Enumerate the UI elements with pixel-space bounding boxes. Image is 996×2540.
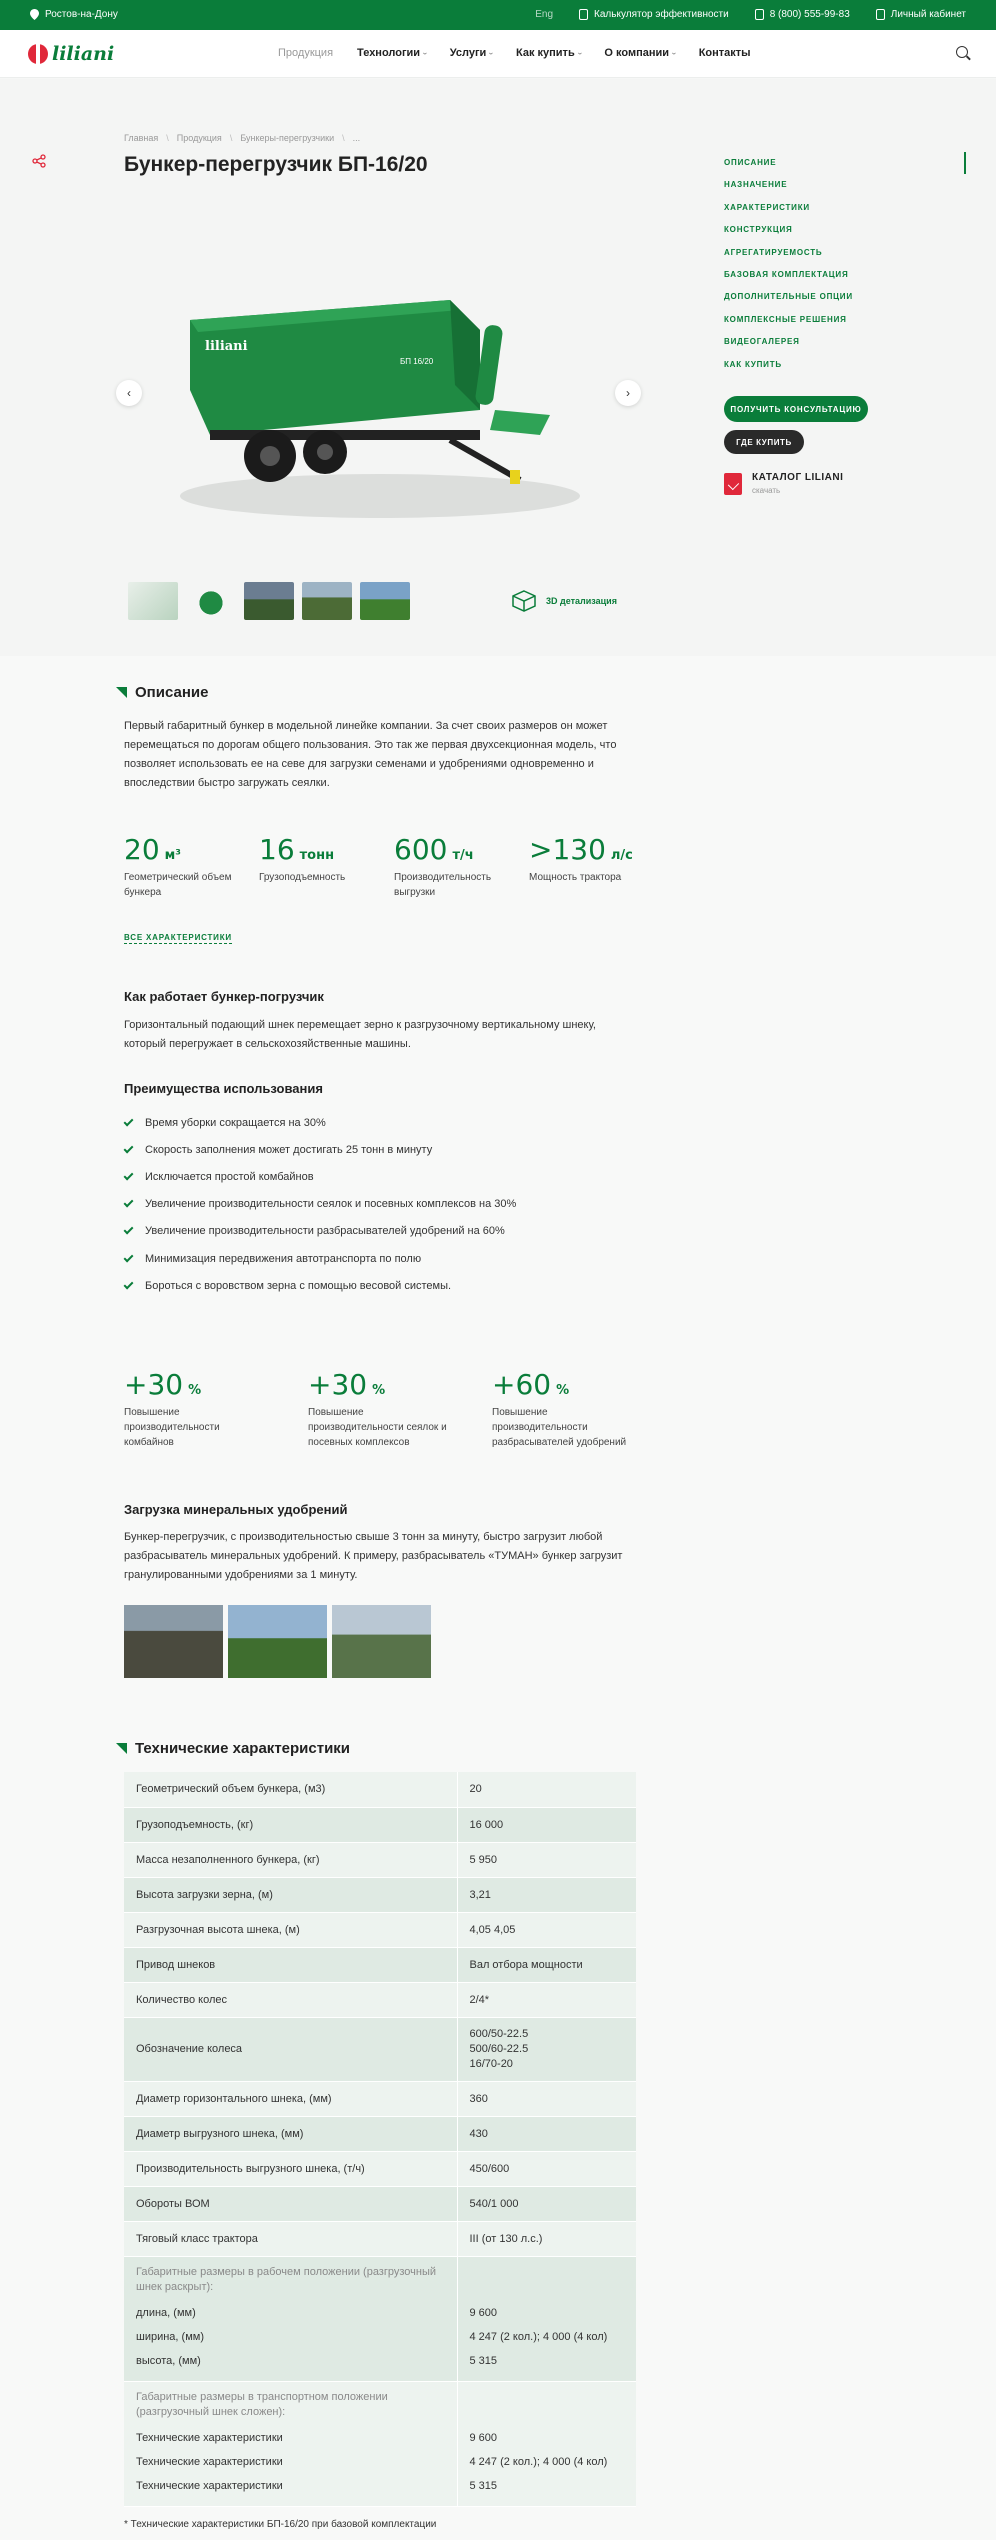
catalog-subtitle[interactable]: скачать [752, 486, 781, 495]
product-image [150, 260, 600, 530]
spec-key: Грузоподъемность, (кг) [124, 1807, 457, 1842]
spec-group-note: Габаритные размеры в рабочем положении (разгрузочный шнек раскрыт): [136, 2265, 437, 2293]
spec-value: 430 [457, 2116, 636, 2151]
anchor-compatibility[interactable]: АГРЕГАТИРУЕМОСТЬ [724, 247, 823, 257]
city-selector[interactable] [30, 9, 118, 20]
thumbnail[interactable] [360, 582, 410, 620]
anchor-base-kit[interactable]: БАЗОВАЯ КОМПЛЕКТАЦИЯ [724, 269, 849, 279]
spec-value: 5 950 [457, 1842, 636, 1877]
spec-key: Тяговый класс трактора [124, 2221, 457, 2256]
fertilizer-heading: Загрузка минеральных удобрений [124, 1502, 348, 1517]
thumbnail-strip [128, 582, 410, 620]
list-item [124, 1245, 516, 1272]
spec-key: Высота загрузки зерна, (м) [124, 1877, 457, 1912]
list-item-text: Исключается простой комбайнов [145, 1170, 314, 1183]
fertilizer-gallery [124, 1605, 431, 1678]
table-row [124, 2081, 636, 2116]
anchor-video[interactable]: ВИДЕОГАЛЕРЕЯ [724, 337, 800, 347]
breadcrumb-category[interactable]: Бункеры-перегрузчики [240, 133, 335, 143]
stat-label: Грузоподъемность [259, 872, 346, 883]
list-item-text: Скорость заполнения может достигать 25 тонн в минуту [145, 1143, 433, 1156]
spec-key: Диаметр горизонтального шнека, (мм) [124, 2081, 457, 2116]
header [0, 30, 996, 78]
language-switch[interactable]: Eng [535, 9, 554, 20]
cabinet-link[interactable] [876, 9, 966, 20]
product-logo-text: liliani [205, 339, 248, 354]
spec-value: 9 600 [469, 2306, 498, 2319]
spec-key: Технические характеристики [136, 2479, 283, 2492]
stat-unit: м³ [164, 848, 181, 863]
login-icon [876, 9, 885, 20]
breadcrumb-separator: \ [229, 133, 233, 143]
stat-capacity [259, 833, 379, 885]
gallery-photo[interactable] [124, 1605, 223, 1678]
table-row [124, 2116, 636, 2151]
table-row [124, 1807, 636, 1842]
table-row [124, 1772, 636, 1807]
percent-value: +60 [492, 1368, 552, 1401]
percent-value: +30 [308, 1368, 368, 1401]
stat-value: 16 [259, 833, 295, 866]
share-icon[interactable] [32, 154, 46, 168]
spec-key: Геометрический объем бункера, (м3) [124, 1772, 457, 1807]
anchor-purpose[interactable]: НАЗНАЧЕНИЕ [724, 180, 788, 190]
specs-heading [116, 1740, 350, 1757]
3d-cube-icon [512, 590, 536, 612]
spec-value: 450/600 [457, 2151, 636, 2186]
stat-value: 600 [394, 833, 448, 866]
location-pin-icon [30, 9, 39, 20]
specs-table [124, 1772, 636, 2507]
logo[interactable] [28, 43, 114, 65]
stat-unit: т/ч [452, 848, 474, 863]
spec-value: 540/1 000 [457, 2186, 636, 2221]
stat-tractor-power [529, 833, 649, 885]
gallery-photo[interactable] [332, 1605, 431, 1678]
spec-value: 600/50-22.5 500/60-22.5 16/70-20 [457, 2017, 636, 2081]
list-item [124, 1272, 516, 1299]
nav-item-contacts[interactable]: Контакты [698, 47, 751, 59]
nav-item-about[interactable]: О компании ‹ [604, 47, 674, 59]
topbar [0, 0, 996, 30]
gallery-photo[interactable] [228, 1605, 327, 1678]
list-item [124, 1163, 516, 1190]
catalog-download[interactable] [724, 472, 843, 495]
how-works-text: Горизонтальный подающий шнек перемещает зерно к разгрузочному вертикальному шнеку, который перегружает в сельскохозяйственные машины. [124, 1019, 596, 1050]
anchor-construction[interactable]: КОНСТРУКЦИЯ [724, 225, 793, 235]
phone-label[interactable]: 8 (800) 555-99-83 [769, 9, 850, 20]
section-marker-icon [116, 1743, 127, 1754]
thumbnail[interactable] [244, 582, 294, 620]
spec-value: 5 315 [469, 2479, 498, 2492]
check-icon [124, 1116, 134, 1126]
nav-item-services[interactable]: Услуги ‹ [450, 47, 492, 59]
main-nav [278, 47, 751, 59]
breadcrumb-separator: \ [342, 133, 345, 143]
anchor-solutions[interactable]: КОМПЛЕКСНЫЕ РЕШЕНИЯ [724, 314, 847, 324]
advantages-heading: Преимущества использования [124, 1081, 323, 1096]
check-icon [124, 1171, 134, 1181]
stat-label: Производительность выгрузки [394, 872, 492, 898]
how-works-heading: Как работает бункер-погрузчик [124, 989, 324, 1004]
table-row [124, 2221, 636, 2256]
table-row [124, 1842, 636, 1877]
percent-combines [124, 1368, 234, 1450]
get-consultation-button[interactable]: ПОЛУЧИТЬ КОНСУЛЬТАЦИЮ [724, 396, 868, 422]
stat-label: Геометрический объем бункера [124, 872, 232, 898]
list-item-text: Увеличение производительности сеялок и посевных комплексов на 30% [145, 1198, 517, 1211]
stat-unload-speed [394, 833, 514, 900]
percent-spreaders [492, 1368, 642, 1450]
list-item-text: Увеличение производительности разбрасывателей удобрений на 60% [145, 1225, 505, 1238]
logo-text: liliani [52, 43, 115, 65]
list-item-text: Бороться с воровством зерна с помощью весовой системы. [145, 1279, 452, 1292]
fertilizer-text: Бункер-перегрузчик, с производительностью свыше 3 тонн за минуту, быстро загрузит любой разбрасыватель минеральных удобрений. К примеру, разбрасыватель «ТУМАН» бункер загрузит гранулированными удобрениями за 1 минуту. [124, 1531, 623, 1581]
stat-value: 20 [124, 833, 160, 866]
spec-key: Технические характеристики [136, 2431, 283, 2444]
percent-label: Повышение производительности комбайнов [124, 1407, 220, 1448]
spec-key: Разгрузочная высота шнека, (м) [124, 1912, 457, 1947]
stat-label: Мощность трактора [529, 872, 622, 883]
nav-item-products[interactable]: Продукция [278, 47, 334, 59]
spec-key: Количество колес [124, 1982, 457, 2017]
table-row [124, 1877, 636, 1912]
search-icon[interactable] [956, 46, 968, 58]
anchor-how-to-buy[interactable]: КАК КУПИТЬ [724, 359, 782, 369]
list-item [124, 1136, 516, 1163]
percent-label: Повышение производительности разбрасывателей удобрений [492, 1407, 627, 1448]
3d-detail-link[interactable] [512, 590, 617, 612]
spec-key: высота, (мм) [136, 2354, 201, 2367]
spec-value: Вал отбора мощности [457, 1947, 636, 1982]
spec-key: Диаметр выгрузного шнека, (мм) [124, 2116, 457, 2151]
calculator-icon [579, 9, 588, 20]
spec-key: Технические характеристики [136, 2455, 283, 2468]
description-heading [116, 684, 208, 701]
list-item-text: Время уборки сокращается на 30% [145, 1116, 326, 1129]
list-item-text: Минимизация передвижения автотранспорта по полю [145, 1252, 422, 1265]
calculator-link[interactable] [579, 9, 729, 20]
spec-value: 2/4* [457, 1982, 636, 2017]
stat-unit: тонн [299, 848, 335, 863]
spec-key: Масса незаполненного бункера, (кг) [124, 1842, 457, 1877]
breadcrumb-current: ... [352, 133, 361, 143]
specs-footnote: * Технические характеристики БП-16/20 при базовой комплектации [124, 2519, 437, 2530]
carousel-next-button[interactable] [615, 380, 641, 406]
spec-value: 360 [457, 2081, 636, 2116]
cabinet-label[interactable]: Личный кабинет [890, 9, 966, 20]
spec-value: 16 000 [457, 1807, 636, 1842]
spec-value: III (от 130 л.с.) [457, 2221, 636, 2256]
table-row [124, 2017, 636, 2081]
spec-key: ширина, (мм) [136, 2330, 204, 2343]
phone-icon [755, 9, 764, 20]
percent-unit: % [556, 1383, 570, 1398]
thumbnail[interactable] [186, 582, 236, 620]
specs-heading-text: Технические характеристики [135, 1740, 351, 1757]
percent-seeders [308, 1368, 458, 1450]
anchor-active-indicator [964, 152, 966, 174]
all-characteristics-link[interactable]: ВСЕ ХАРАКТЕРИСТИКИ [124, 933, 232, 942]
chevron-left-icon: ‹ [127, 386, 131, 400]
list-item [124, 1218, 516, 1245]
spec-key: Обороты ВОМ [124, 2186, 457, 2221]
table-row [124, 1982, 636, 2017]
chevron-right-icon: › [626, 386, 630, 400]
description-heading-text: Описание [135, 684, 209, 701]
check-icon [124, 1225, 134, 1235]
spec-value: 4 247 (2 кол.); 4 000 (4 кол) [469, 2330, 608, 2343]
calculator-label[interactable]: Калькулятор эффективности [594, 9, 729, 20]
stat-volume [124, 833, 244, 900]
spec-key: Привод шнеков [124, 1947, 457, 1982]
section-marker-icon [116, 687, 127, 698]
list-item [124, 1191, 516, 1218]
breadcrumb-home[interactable]: Главная [124, 133, 159, 143]
table-row [124, 1912, 636, 1947]
spec-key: длина, (мм) [136, 2306, 196, 2319]
table-row [124, 1947, 636, 1982]
spec-value: 5 315 [469, 2354, 498, 2367]
anchor-nav [724, 158, 853, 382]
pdf-download-icon [724, 473, 742, 495]
nav-item-technologies[interactable]: Технологии ‹ [357, 47, 426, 59]
page-title: Бункер-перегрузчик БП-16/20 [124, 153, 428, 176]
table-row [124, 2186, 636, 2221]
product-model-text: БП 16/20 [400, 357, 434, 366]
stat-unit: л/с [610, 848, 633, 863]
percent-label: Повышение производительности сеялок и посевных комплексов [308, 1407, 447, 1448]
anchor-options[interactable]: ДОПОЛНИТЕЛЬНЫЕ ОПЦИИ [724, 292, 853, 302]
city-label[interactable]: Ростов-на-Дону [45, 9, 118, 20]
check-icon [124, 1198, 134, 1208]
carousel-prev-button[interactable] [116, 380, 142, 406]
anchor-description[interactable]: ОПИСАНИЕ [724, 158, 777, 167]
3d-detail-label[interactable]: 3D детализация [546, 596, 617, 606]
table-row-group [124, 2381, 636, 2506]
breadcrumb-separator: \ [166, 133, 169, 143]
breadcrumb-products[interactable]: Продукция [176, 133, 222, 143]
spec-key: Обозначение колеса [124, 2017, 457, 2081]
anchor-characteristics[interactable]: ХАРАКТЕРИСТИКИ [724, 202, 810, 212]
check-icon [124, 1143, 134, 1153]
spec-value: 9 600 [469, 2431, 498, 2444]
table-row [124, 2151, 636, 2186]
breadcrumb [124, 133, 360, 143]
catalog-title[interactable]: КАТАЛОГ LILIANI [752, 472, 844, 483]
percent-value: +30 [124, 1368, 184, 1401]
phone-link[interactable] [755, 9, 850, 20]
table-row-group [124, 2256, 636, 2381]
nav-item-how-to-buy[interactable]: Как купить ‹ [516, 47, 580, 59]
advantages-list [124, 1109, 516, 1299]
thumbnail[interactable] [302, 582, 352, 620]
spec-key: Производительность выгрузного шнека, (т/ч) [124, 2151, 457, 2186]
where-to-buy-button[interactable]: ГДЕ КУПИТЬ [724, 430, 804, 454]
spec-value: 4 247 (2 кол.); 4 000 (4 кол) [469, 2455, 608, 2468]
spec-group-note: Габаритные размеры в транспортном положении (разгрузочный шнек сложен): [136, 2390, 388, 2418]
percent-unit: % [188, 1383, 202, 1398]
spec-value: 4,05 4,05 [457, 1912, 636, 1947]
spec-value: 3,21 [457, 1877, 636, 1912]
list-item [124, 1109, 516, 1136]
spec-value: 20 [457, 1772, 636, 1807]
thumbnail[interactable] [128, 582, 178, 620]
percent-unit: % [372, 1383, 386, 1398]
check-icon [124, 1279, 134, 1289]
logo-mark-icon [28, 44, 48, 64]
check-icon [124, 1252, 134, 1262]
stat-value: >130 [529, 833, 606, 866]
description-text: Первый габаритный бункер в модельной линейке компании. За счет своих размеров он может перемещаться по дорогам общего пользования. Это так же первая двухсекционная модель, что позволяет использовать ее на севе для загрузки семенами и удобрениями одновременно и впоследствии быстро загружать сеялки. [124, 720, 617, 789]
